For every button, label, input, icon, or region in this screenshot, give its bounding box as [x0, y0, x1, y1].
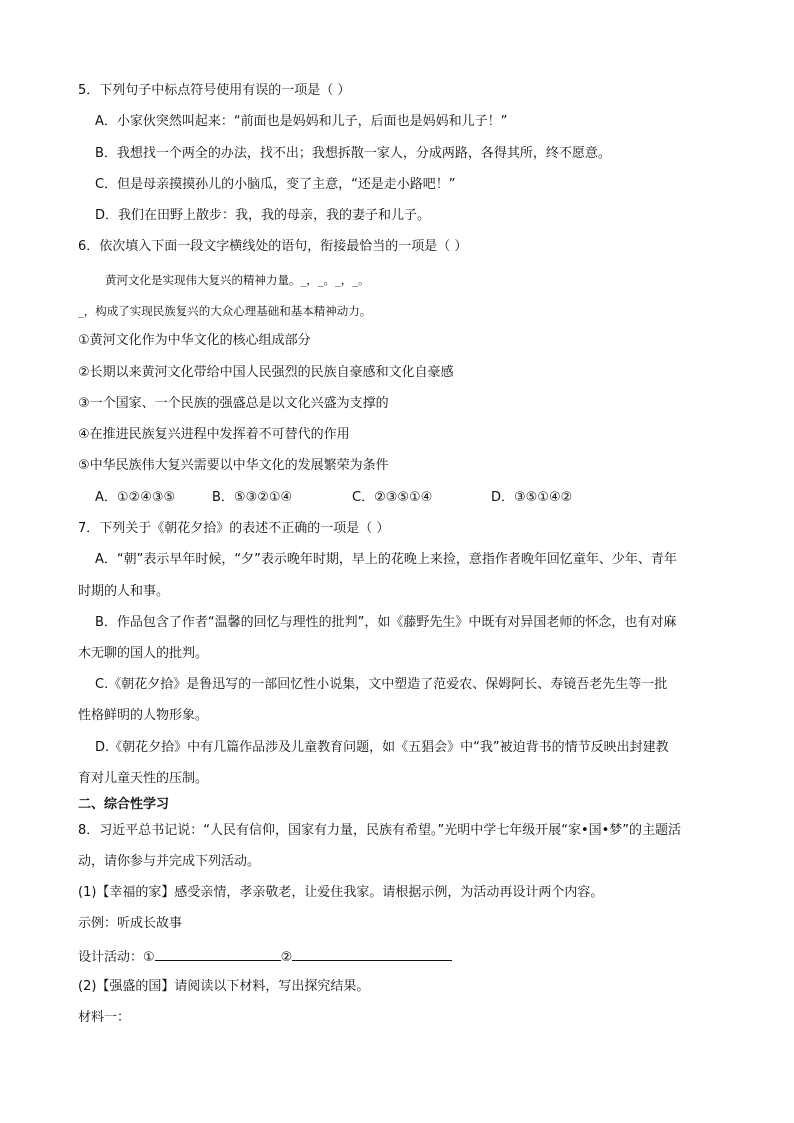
q7-option-d-line2: 育对儿童天性的压制。	[78, 771, 209, 786]
q6-choice-a: A．①②④③⑤	[95, 490, 176, 505]
q8-design-row	[78, 946, 452, 967]
q8-example: 示例：听成长故事	[78, 916, 183, 931]
q7-option-a-line2: 时期的人和事。	[78, 584, 170, 599]
q6-choice-c: C．②③⑤①④	[352, 490, 433, 505]
q5-option-d: D．我们在田野上散步：我，我的母亲，我的妻子和儿子。	[95, 208, 431, 223]
q8-stem-line2: 动，请你参与并完成下列活动。	[78, 854, 261, 869]
q7-option-b-line2: 木无聊的国人的批判。	[78, 646, 209, 661]
design-label: 设计活动：	[78, 950, 144, 965]
q7-option-a-line1: A．“朝”表示早年时候，“夕”表示晚年时期，早上的花晚上来捡，意指作者晚年回忆童年、少年、青年	[95, 552, 677, 567]
q8-subquestion-1: (1)【幸福的家】感受亲情，孝亲敬老，让爱住我家。请根据示例，为活动再设计两个内容。	[78, 885, 604, 900]
q7-option-c-line2: 性格鲜明的人物形象。	[78, 708, 209, 723]
section-heading: 二、综合性学习	[78, 797, 170, 812]
q7-option-d-line1: D.《朝花夕拾》中有几篇作品涉及儿童教育问题，如《五猖会》中“我”被迫背书的情节反映出封建教	[95, 740, 669, 755]
q8-material-label: 材料一：	[78, 1010, 131, 1025]
design-marker-1: ①	[143, 950, 155, 965]
q6-item-4: ④在推进民族复兴进程中发挥着不可替代的作用	[78, 427, 350, 442]
q6-choice-d: D．③⑤①④②	[491, 490, 573, 505]
q6-item-5: ⑤中华民族伟大复兴需要以中华文化的发展繁荣为条件	[78, 458, 389, 473]
q6-item-3: ③一个国家、一个民族的强盛总是以文化兴盛为支撑的	[78, 396, 389, 411]
q6-stem: 6．依次填入下面一段文字横线处的语句，衔接最恰当的一项是（ ）	[78, 239, 468, 254]
design-marker-2: ②	[280, 950, 293, 965]
q6-passage-line1: 黄河文化是实现伟大复兴的精神力量。_，_。_，_。	[105, 273, 370, 287]
q5-option-c: C．但是母亲摸摸孙儿的小脑瓜，变了主意，“还是走小路吧！”	[95, 177, 456, 192]
q5-option-a: A．小家伙突然叫起来：“前面也是妈妈和儿子，后面也是妈妈和儿子！”	[95, 114, 508, 129]
q6-passage-line2: _，构成了实现民族复兴的大众心理基础和基本精神动力。	[78, 304, 372, 318]
q6-item-2: ②长期以来黄河文化带给中国人民强烈的民族自豪感和文化自豪感	[78, 365, 454, 380]
q5-stem: 5．下列句子中标点符号使用有误的一项是（ ）	[78, 83, 351, 98]
q7-option-b-line1: B．作品包含了作者“温馨的回忆与理性的批判”，如《藤野先生》中既有对异国老师的怀念，也有对麻	[95, 615, 677, 630]
q7-option-c-line1: C.《朝花夕拾》是鲁迅写的一部回忆性小说集，文中塑造了范爱农、保姆阿长、寿镜吾老先生等一批	[95, 677, 668, 692]
q8-subquestion-2: (2)【强盛的国】请阅读以下材料，写出探究结果。	[78, 979, 370, 994]
q6-choice-b: B．⑤③②①④	[212, 490, 293, 505]
q7-stem: 7．下列关于《朝花夕拾》的表述不正确的一项是（ ）	[78, 521, 390, 536]
answer-blank-2[interactable]	[292, 946, 452, 961]
answer-blank-1[interactable]	[155, 946, 281, 961]
q5-option-b: B．我想找一个两全的办法，找不出；我想拆散一家人，分成两路，各得其所，终不愿意。	[95, 146, 611, 161]
q8-stem-line1: 8．习近平总书记说：“人民有信仰，国家有力量，民族有希望。”光明中学七年级开展“家•国•梦”的主题活	[78, 823, 682, 838]
q6-item-1: ①黄河文化作为中华文化的核心组成部分	[78, 333, 311, 348]
